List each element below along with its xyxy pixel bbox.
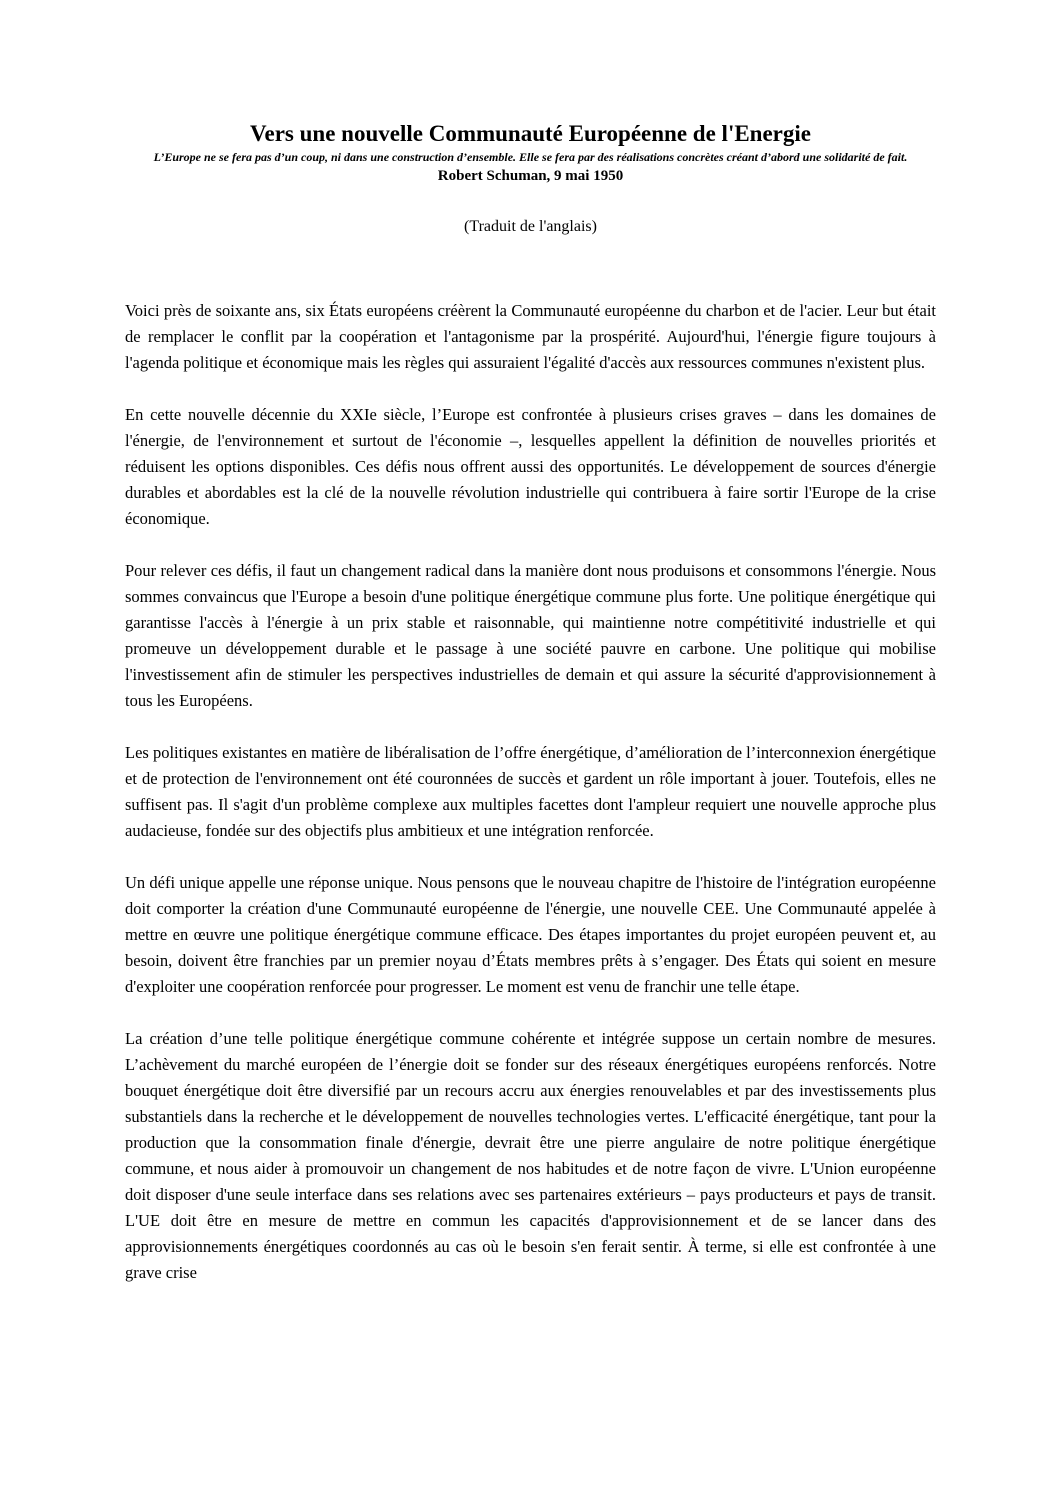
- document-byline: Robert Schuman, 9 mai 1950: [437, 168, 624, 184]
- body-paragraph: Pour relever ces défis, il faut un changement radical dans la manière dont nous produisons et consommons l'énergie. Nous sommes convaincus que l'Europe a besoin d'une politique énergétique commune plus forte. Une politique énergétique qui garantisse l'accès à l'énergie à un prix stable et raisonnable, qui maintienne notre compétitivité industrielle et qui promeuve un développement durable et le passage à une société pauvre en carbone. Une politique qui mobilise l'investissement afin de stimuler les perspectives industrielles de demain et qui assure la sécurité d'approvisionnement à tous les Européens.: [125, 561, 936, 710]
- body-paragraph: Un défi unique appelle une réponse unique. Nous pensons que le nouveau chapitre de l'histoire de l'intégration européenne doit comporter la création d'une Communauté européenne de l'énergie, une nouvelle CEE. Une Communauté appelée à mettre en œuvre une politique énergétique commune efficace. Des étapes importantes du projet européen peuvent et, au besoin, doivent être franchies par un premier noyau d’États membres prêts à s’engager. Des États qui soient en mesure d'exploiter une coopération renforcée pour progresser. Le moment est venu de franchir une telle étape.: [125, 873, 936, 996]
- body-paragraph: Voici près de soixante ans, six États européens créèrent la Communauté européenne du charbon et de l'acier. Leur but était de remplacer le conflit par la coopération et l'antagonisme par la prospérité. Aujourd'hui, l'énergie figure toujours à l'agenda politique et économique mais les règles qui assuraient l'égalité d'accès aux ressources communes n'existent plus.: [125, 301, 936, 372]
- document-subtitle-quote: L’Europe ne se fera pas d’un coup, ni dans une construction d’ensemble. Elle se fera par des réalisations concrètes créant d’abord une solidarité de fait.: [153, 150, 908, 164]
- body-paragraph: Les politiques existantes en matière de libéralisation de l’offre énergétique, d’amélioration de l’interconnexion énergétique et de protection de l'environnement ont été couronnées de succès et gardent un rôle important à jouer. Toutefois, elles ne suffisent pas. Il s'agit d'un problème complexe aux multiples facettes dont l'ampleur requiert une nouvelle approche plus audacieuse, fondée sur des objectifs plus ambitieux et une intégration renforcée.: [125, 743, 936, 840]
- document-header: [125, 120, 936, 240]
- body-paragraph: La création d’une telle politique énergétique commune cohérente et intégrée suppose un certain nombre de mesures. L’achèvement du marché européen de l’énergie doit se fonder sur des réseaux énergétiques européens renforcés. Notre bouquet énergétique doit être diversifié par un recours accru aux énergies renouvelables et par des investissements plus substantiels dans la recherche et le développement de nouvelles technologies vertes. L'efficacité énergétique, tant pour la production que la consommation finale d'énergie, devrait être une pierre angulaire de notre politique énergétique commune, et nous aider à promouvoir un changement de nos habitudes et de notre façon de vivre. L'Union européenne doit disposer d'une seule interface dans ses relations avec ses partenaires extérieurs – pays producteurs et pays de transit. L'UE doit être en mesure de mettre en commun les capacités d'approvisionnement et de se lancer dans des approvisionnements énergétiques coordonnés au cas où le besoin s'en ferait sentir. À terme, si elle est confrontée à une grave crise: [125, 1029, 936, 1282]
- document-title: Vers une nouvelle Communauté Européenne de l'Energie: [250, 121, 811, 146]
- body-paragraph: En cette nouvelle décennie du XXIe siècle, l’Europe est confrontée à plusieurs crises graves – dans les domaines de l'énergie, de l'environnement et surtout de l'économie –, lesquelles appellent la définition de nouvelles priorités et réduisent les options disponibles. Ces défis nous offrent aussi des opportunités. Le développement de sources d'énergie durables et abordables est la clé de la nouvelle révolution industrielle qui contribuera à faire sortir l'Europe de la crise économique.: [125, 405, 936, 528]
- translation-note: (Traduit de l'anglais): [464, 218, 597, 235]
- document-body: [125, 298, 936, 1286]
